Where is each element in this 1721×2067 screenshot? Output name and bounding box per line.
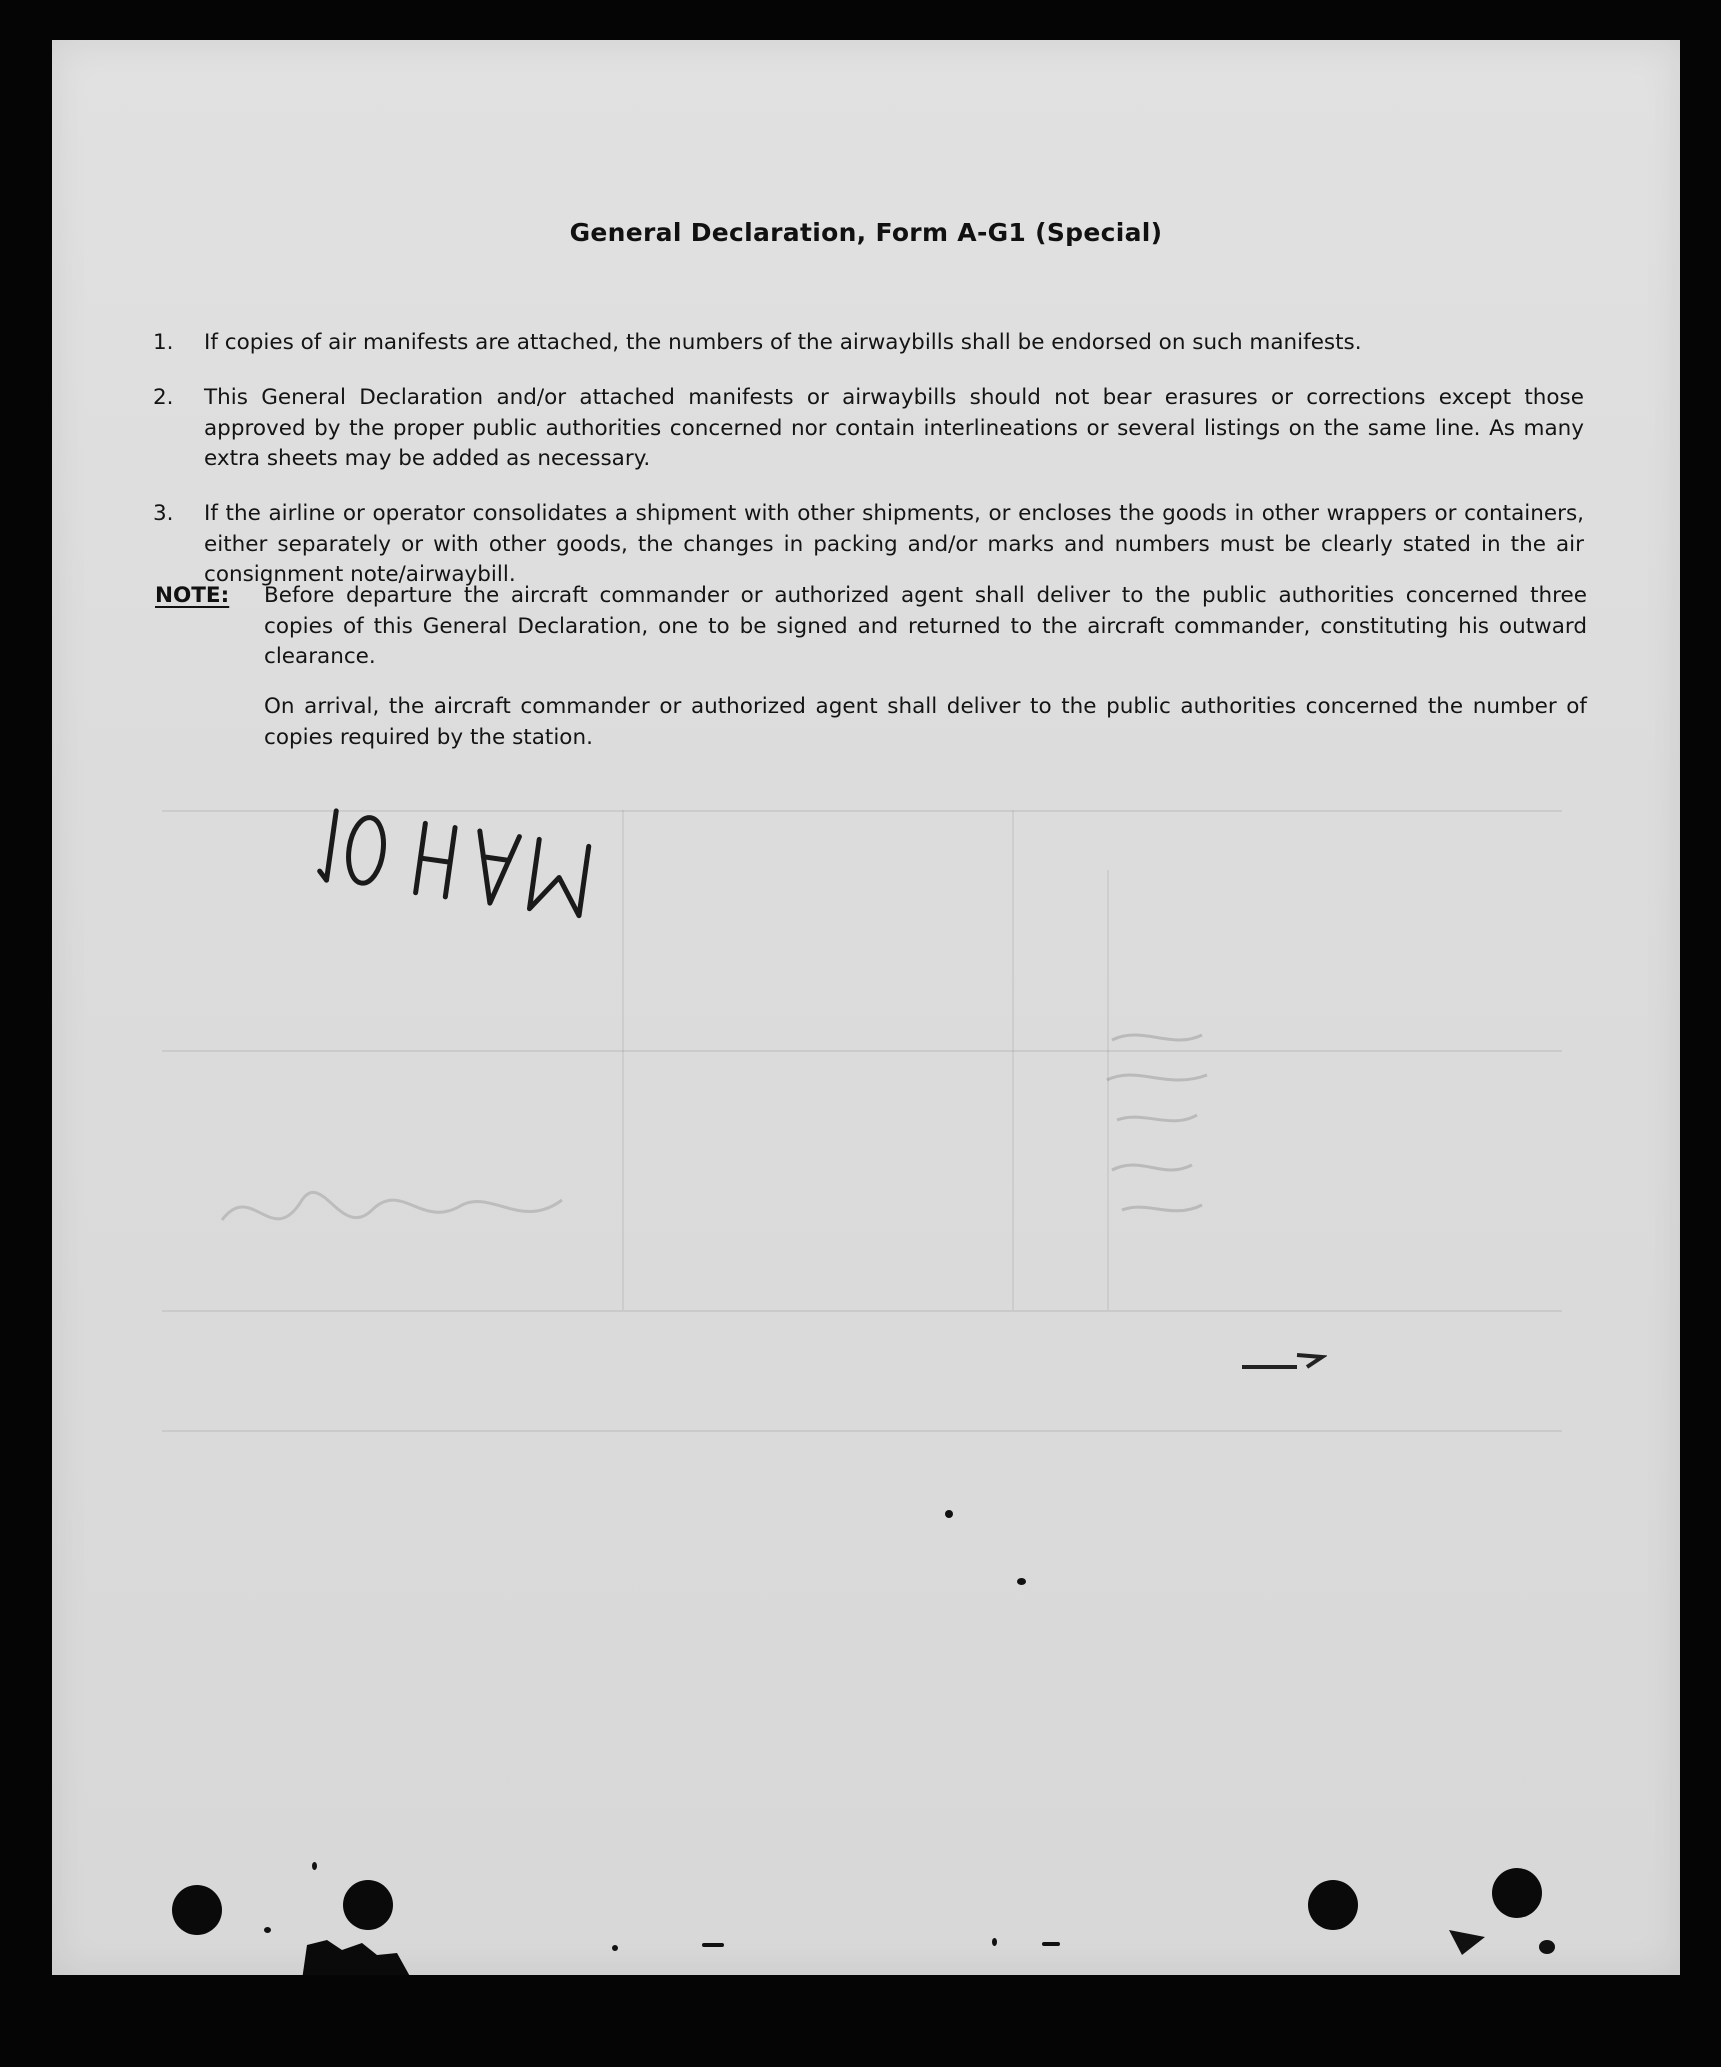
note-paragraph: Before departure the aircraft commander or authorized agent shall deliver to the public authorities concerned three copies of this General Declaration, one to be signed and returned to the aircraft commander, constituting his outward clearance.	[264, 583, 1587, 669]
list-item-number: 1.	[153, 330, 174, 355]
speck	[992, 1938, 997, 1946]
list-item-number: 3.	[153, 501, 174, 526]
punch-hole	[1492, 1868, 1542, 1918]
speck	[1017, 1578, 1026, 1585]
note-label: NOTE:	[155, 583, 230, 608]
punch-hole	[172, 1885, 222, 1935]
show-through-line	[162, 1050, 1562, 1052]
show-through-line	[1012, 810, 1014, 1310]
speck	[612, 1945, 618, 1951]
show-through-line	[162, 1430, 1562, 1432]
list-item-text: If the airline or operator consolidates a shipment with other shipments, or encloses the goods in other wrappers or containers, either separately or with other goods, the changes in packing and/or marks and numbers must be clearly stated in the air consignment note/airwaybill.	[204, 501, 1584, 587]
speck	[1042, 1942, 1060, 1946]
speck	[945, 1510, 953, 1518]
list-item-text: This General Declaration and/or attached manifests or airwaybills should not bear erasures or corrections except those approved by the proper public authorities concerned nor contain interlineations or several listings on the same line. As many extra sheets may be added as necessary.	[204, 385, 1584, 471]
speck	[264, 1927, 271, 1933]
punch-hole	[1308, 1880, 1358, 1930]
torn-edge	[302, 1935, 422, 1975]
show-through-line	[162, 1310, 1562, 1312]
document-sheet	[52, 40, 1680, 1975]
speck	[1447, 1925, 1487, 1960]
page-title: General Declaration, Form A-G1 (Special)	[569, 218, 1163, 247]
list-item-number: 2.	[153, 385, 174, 410]
show-through-handwriting	[1102, 1020, 1222, 1240]
show-through-handwriting	[212, 1160, 572, 1260]
ink-mark	[1237, 1345, 1327, 1375]
punch-hole	[343, 1880, 393, 1930]
speck	[1539, 1940, 1555, 1954]
note-paragraph: On arrival, the aircraft commander or authorized agent shall deliver to the public authorities concerned the number of copies required by the station.	[264, 694, 1587, 750]
speck	[312, 1862, 317, 1870]
speck	[702, 1943, 724, 1947]
list-item-text: If copies of air manifests are attached, the numbers of the airwaybills shall be endorsed on such manifests.	[204, 330, 1362, 355]
